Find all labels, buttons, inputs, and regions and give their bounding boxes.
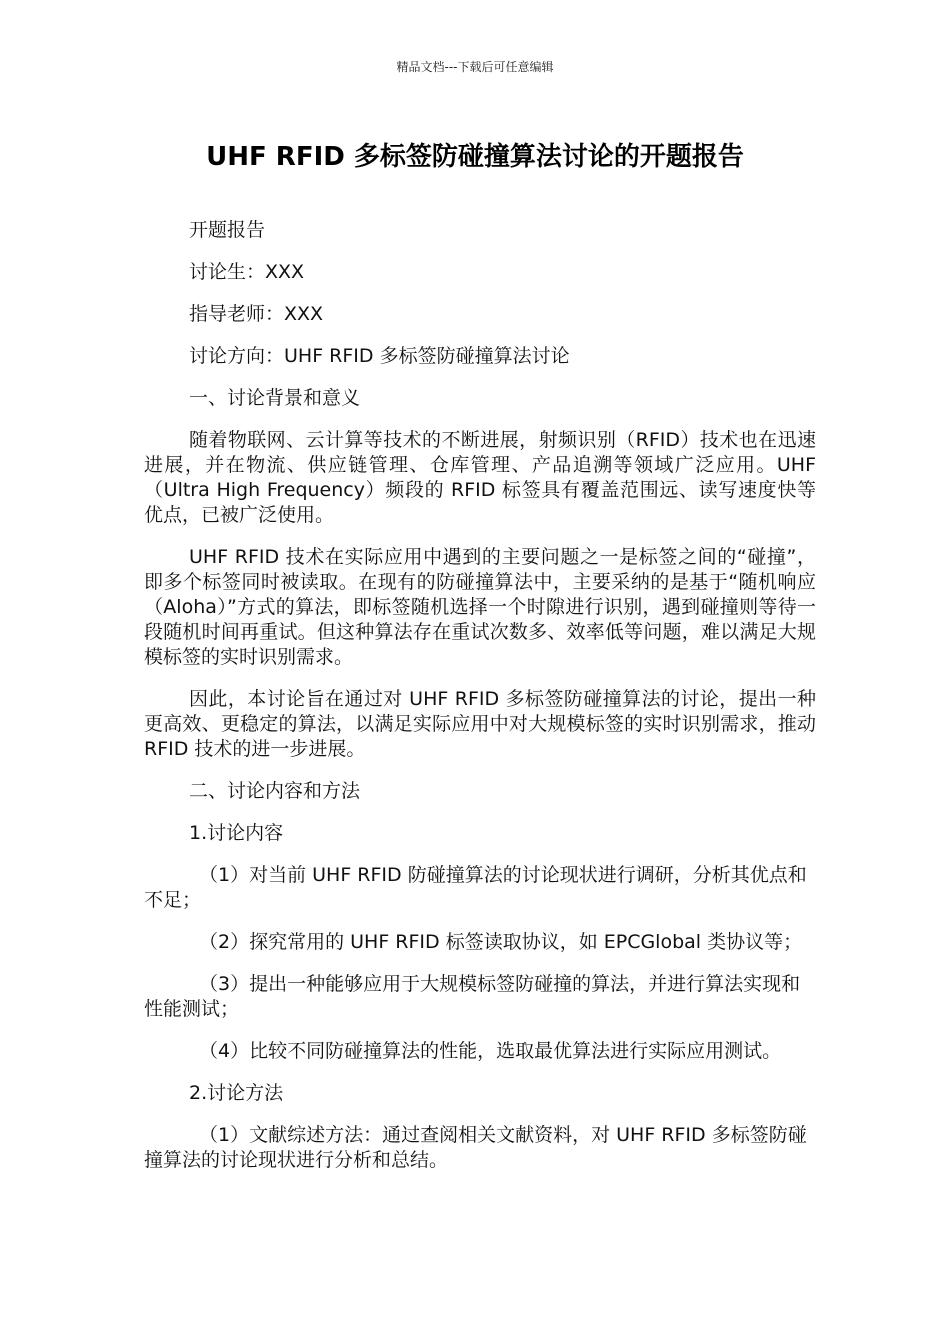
section1-paragraph-2: UHF RFID 技术在实际应用中遇到的主要问题之一是标签之间的“碰撞”，即多个标签同时被读取。在现有的防碰撞算法中，主要采纳的是基于“随机响应（Aloha）”方式的算法，即标签随机选择一个时隙进行识别，遇到碰撞则等待一段随机时间再重试。但这种算法存在重试次数多、效率低等问题，难以满足大规模标签的实时识别需求。 (144, 546, 816, 668)
content-item-4: （4）比较不同防碰撞算法的性能，选取最优算法进行实际应用测试。 (199, 1040, 782, 1062)
header-note: 精品文档---下载后可任意编辑 (396, 60, 554, 74)
advisor-line: 指导老师：XXX (189, 303, 324, 325)
section2-heading: 二、讨论内容和方法 (189, 780, 361, 802)
method-heading: 2.讨论方法 (189, 1082, 284, 1104)
section1-paragraph-3: 因此，本讨论旨在通过对 UHF RFID 多标签防碰撞算法的讨论，提出一种更高效、更稳定的算法，以满足实际应用中对大规模标签的实时识别需求，推动 RFID 技术的进一步进展。 (144, 688, 816, 760)
section1-paragraph-1: 随着物联网、云计算等技术的不断进展，射频识别（RFID）技术也在迅速进展，并在物流、供应链管理、仓库管理、产品追溯等领域广泛应用。UHF（Ultra High Frequency）频段的 RFID 标签具有覆盖范围远、读写速度快等优点，已被广泛使用。 (144, 429, 816, 526)
section1-heading: 一、讨论背景和意义 (189, 387, 361, 409)
content-heading: 1.讨论内容 (189, 822, 284, 844)
report-label: 开题报告 (189, 219, 266, 241)
content-item-1: （1）对当前 UHF RFID 防碰撞算法的讨论现状进行调研，分析其优点和不足； (144, 864, 807, 911)
method-item-1: （1）文献综述方法：通过查阅相关文献资料，对 UHF RFID 多标签防碰撞算法的讨论现状进行分析和总结。 (144, 1124, 807, 1171)
direction-line: 讨论方向：UHF RFID 多标签防碰撞算法讨论 (189, 345, 570, 367)
document-title: UHF RFID 多标签防碰撞算法讨论的开题报告 (206, 142, 744, 172)
document-body (144, 218, 816, 1190)
content-item-3: （3）提出一种能够应用于大规模标签防碰撞的算法，并进行算法实现和性能测试； (144, 973, 801, 1020)
content-item-2: （2）探究常用的 UHF RFID 标签读取协议，如 EPCGlobal 类协议等； (199, 931, 803, 953)
student-line: 讨论生：XXX (189, 261, 305, 283)
